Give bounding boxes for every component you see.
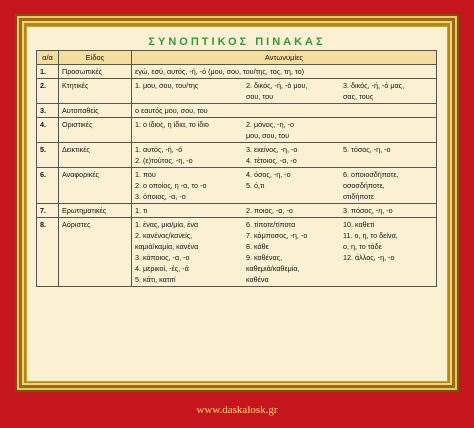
- pronoun-line: 1. αυτός, -ή, -ό: [135, 145, 183, 154]
- pronoun-line: 2. δικός, -ή, -ό μου,: [246, 81, 308, 90]
- page-title: ΣΥΝΟΠΤΙΚΟΣ ΠΙΝΑΚΑΣ: [148, 36, 326, 48]
- row-pronouns: [132, 204, 437, 218]
- pronoun-column: [343, 205, 433, 216]
- pronoun-line: 4. όσος, -η, -ο: [246, 170, 291, 179]
- pronoun-column: [246, 205, 343, 216]
- pronoun-line: 1. μου, σου, του/της: [135, 81, 199, 90]
- pronoun-line: 2. (ε)τούτος, -η, -ο: [135, 156, 193, 165]
- header-num: α/α: [37, 51, 59, 65]
- row-type: Προσωπικές: [59, 65, 132, 79]
- table-row: [37, 79, 437, 104]
- pronoun-column: [135, 169, 246, 202]
- pronoun-column: [246, 219, 343, 285]
- row-number: 7.: [37, 204, 59, 218]
- row-pronouns: [132, 143, 437, 168]
- pronoun-line: καθεμιά/καθεμία,: [246, 264, 300, 273]
- pronoun-column: [343, 144, 433, 166]
- pronoun-line: 1. ένας, μια/μία, ένα: [135, 220, 199, 229]
- row-pronouns: [132, 118, 437, 143]
- table-row: [37, 218, 437, 287]
- pronoun-column: [343, 119, 433, 141]
- pronoun-line: 5. τόσος, -η, -ο: [343, 145, 391, 154]
- table-row: [37, 204, 437, 218]
- row-number: 8.: [37, 218, 59, 287]
- pronoun-line: σου, του: [246, 92, 274, 101]
- pronoun-column: [246, 169, 343, 202]
- pronoun-line: μου, σου, του: [246, 131, 290, 140]
- pronoun-line: 1. που: [135, 170, 156, 179]
- pronoun-line: 3. όποιος, -α, -ο: [135, 192, 186, 201]
- pronoun-line: ο, η, το τάδε: [343, 242, 382, 251]
- pronoun-line: 8. κάθε: [246, 242, 269, 251]
- pronoun-line: οσοσδήποτε,: [343, 181, 385, 190]
- table-row: [37, 104, 437, 118]
- pronoun-line: καμιά/καμία, κανένα: [135, 242, 199, 251]
- pronoun-column: [343, 169, 433, 202]
- row-number: 1.: [37, 65, 59, 79]
- pronoun-table: [36, 50, 437, 287]
- row-type: Κτητικές: [59, 79, 132, 104]
- row-number: 6.: [37, 168, 59, 204]
- row-number: 2.: [37, 79, 59, 104]
- pronoun-line: 5. ό,τι: [246, 181, 265, 190]
- pronoun-line: 3. εκείνος, -η, -ο: [246, 145, 298, 154]
- table-row: [37, 143, 437, 168]
- pronoun-column: [135, 119, 246, 141]
- row-pronouns: εγώ, εσύ, αυτός, -ή, -ό (μου, σου, του/της, τος, τη, το): [132, 65, 437, 79]
- pronoun-column: [135, 80, 246, 102]
- pronoun-line: οτιδήποτε: [343, 192, 375, 201]
- pronoun-column: [135, 144, 246, 166]
- row-type: Αόριστες: [59, 218, 132, 287]
- pronoun-line: 2. ο οποίος, η -α, το -ο: [135, 181, 207, 190]
- row-pronouns: [132, 79, 437, 104]
- row-pronouns: [132, 218, 437, 287]
- pronoun-line: 7. κάμποσος, -η, -ο: [246, 231, 308, 240]
- pronoun-column: [343, 219, 433, 285]
- pronoun-line: 3. δικός, -ή, -ό μας,: [343, 81, 405, 90]
- pronoun-line: καθένα: [246, 275, 269, 284]
- pronoun-column: [343, 80, 433, 102]
- pronoun-line: 3. κάποιος, -α, -ο: [135, 253, 190, 262]
- header-type: Είδος: [59, 51, 132, 65]
- pronoun-line: 12. άλλος, -η, -ο: [343, 253, 395, 262]
- table-row: [37, 65, 437, 79]
- pronoun-column: [246, 144, 343, 166]
- pronoun-line: 2. κανένας/κανείς,: [135, 231, 193, 240]
- table-row: [37, 118, 437, 143]
- footer-url: www.daskalosk.gr: [196, 404, 278, 416]
- pronoun-line: 6. τίποτε/τίποτα: [246, 220, 296, 229]
- pronoun-line: 9. καθένας,: [246, 253, 283, 262]
- table-body: [37, 65, 437, 287]
- row-number: 4.: [37, 118, 59, 143]
- row-type: Αναφορικές: [59, 168, 132, 204]
- row-number: 5.: [37, 143, 59, 168]
- row-pronouns: ο εαυτός μου, σου, του: [132, 104, 437, 118]
- pronoun-line: 4. τέτοιος, -α, -ο: [246, 156, 297, 165]
- row-type: Ερωτηματικές: [59, 204, 132, 218]
- row-pronouns: [132, 168, 437, 204]
- pronoun-column: [246, 119, 343, 141]
- pronoun-line: 1. ο ίδιος, η ίδια, το ίδιο: [135, 120, 209, 129]
- pronoun-line: 6. οποιοσδήποτε,: [343, 170, 399, 179]
- pronoun-line: 1. τι: [135, 206, 148, 215]
- pronoun-line: 2. μόνος, -η, -ο: [246, 120, 294, 129]
- row-number: 3.: [37, 104, 59, 118]
- pronoun-line: 4. μερικοί, -ές, -ά: [135, 264, 189, 273]
- pronoun-line: 5. κάτι, κατιτί: [135, 275, 176, 284]
- pronoun-line: 3. πόσος, -η, -ο: [343, 206, 393, 215]
- pronoun-line: 11. ο, η, το δείνα,: [343, 231, 398, 240]
- table-header-row: [37, 51, 437, 65]
- row-type: Οριστικές: [59, 118, 132, 143]
- row-type: Αυτοπαθείς: [59, 104, 132, 118]
- pronoun-line: 10. καθετί: [343, 220, 375, 229]
- row-type: Δεικτικές: [59, 143, 132, 168]
- pronoun-line: 2. ποιος, -α, -ο: [246, 206, 293, 215]
- pronoun-column: [135, 219, 246, 285]
- header-pronouns: Αντωνυμίες: [132, 51, 437, 65]
- table-row: [37, 168, 437, 204]
- pronoun-column: [246, 80, 343, 102]
- pronoun-line: σας, τους: [343, 92, 374, 101]
- pronoun-column: [135, 205, 246, 216]
